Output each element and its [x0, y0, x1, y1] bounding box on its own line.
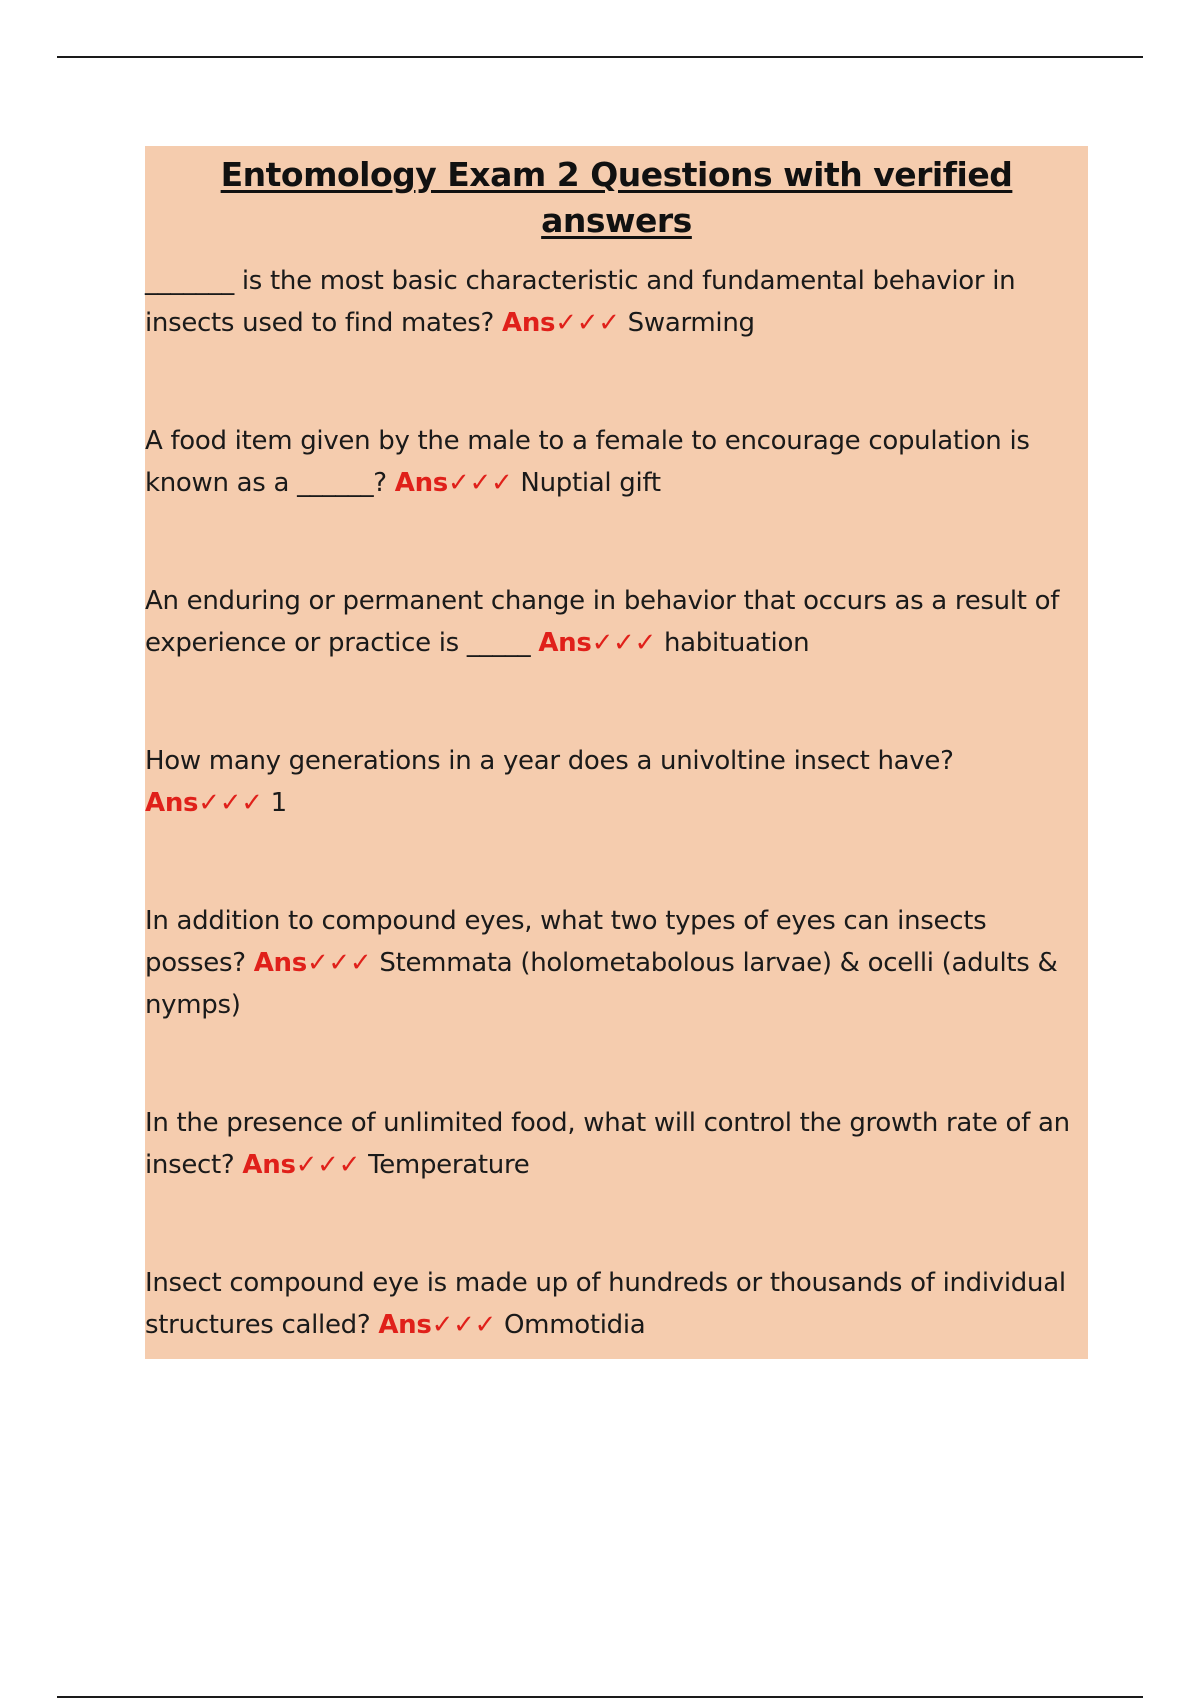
- qa-item-1: [145, 260, 1088, 344]
- qa-list: [145, 260, 1088, 1346]
- question-text: A food item given by the male to a female to encourage copulation is known as a ______?: [145, 426, 1030, 498]
- answer-text: Swarming: [627, 308, 755, 338]
- answer-label: Ans: [253, 948, 307, 978]
- answer-label: Ans: [242, 1150, 296, 1180]
- checkmarks-icon: ✓✓✓: [447, 468, 513, 498]
- question-text: _______ is the most basic characteristic and fundamental behavior in insects used to find mates?: [145, 266, 1016, 338]
- qa-item-4: [145, 740, 1088, 824]
- answer-text: 1: [270, 788, 287, 818]
- qa-item-2: [145, 420, 1088, 504]
- checkmarks-icon: ✓✓✓: [591, 628, 657, 658]
- answer-text: Nuptial gift: [520, 468, 661, 498]
- answer-label: Ans: [145, 788, 199, 818]
- exam-panel: [145, 146, 1088, 1359]
- answer-text: Ommotidia: [504, 1310, 646, 1340]
- answer-label: Ans: [394, 468, 448, 498]
- question-text: In addition to compound eyes, what two types of eyes can insects posses?: [145, 906, 987, 978]
- footer-rule: [57, 1696, 1143, 1698]
- answer-text: Temperature: [368, 1150, 530, 1180]
- answer-text: habituation: [664, 628, 810, 658]
- answer-text: Stemmata (holometabolous larvae) & ocelli (adults & nymps): [145, 948, 1058, 1020]
- answer-label: Ans: [538, 628, 592, 658]
- question-text: How many generations in a year does a univoltine insect have?: [145, 746, 954, 776]
- checkmarks-icon: ✓✓✓: [431, 1310, 497, 1340]
- question-text: In the presence of unlimited food, what will control the growth rate of an insect?: [145, 1108, 1070, 1180]
- checkmarks-icon: ✓✓✓: [555, 308, 620, 338]
- checkmarks-icon: ✓✓✓: [306, 948, 372, 978]
- checkmarks-icon: ✓✓✓: [198, 788, 263, 818]
- qa-item-7: [145, 1262, 1088, 1346]
- qa-item-3: [145, 580, 1088, 664]
- question-text: Insect compound eye is made up of hundreds or thousands of individual structures called?: [145, 1268, 1066, 1340]
- answer-label: Ans: [378, 1310, 432, 1340]
- answer-label: Ans: [502, 308, 556, 338]
- question-text: An enduring or permanent change in behavior that occurs as a result of experience or practice is _____: [145, 586, 1060, 658]
- qa-item-5: [145, 900, 1088, 1026]
- qa-item-6: [145, 1102, 1088, 1186]
- document-title: Entomology Exam 2 Questions with verified answers: [220, 155, 1013, 240]
- header-rule: [57, 56, 1143, 58]
- checkmarks-icon: ✓✓✓: [295, 1150, 361, 1180]
